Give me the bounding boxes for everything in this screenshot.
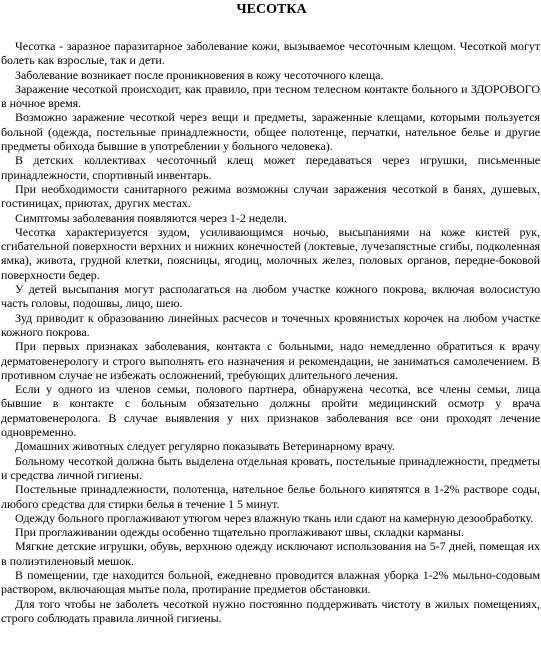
paragraph: Одежду больного проглаживают утюгом через влажную ткань или сдают на камерную дезообработку.: [15, 510, 534, 525]
paragraph: У детей высыпания могут располагаться на любом участке кожного покрова, включая волосистую часть головы, подошвы, лицо, шею.: [1, 282, 540, 311]
paragraph: Если у одного из членов семьи, полового партнера, обнаружена чесотка, все члены семьи, лица бывшие в контакте с больным обязательно должны пройти медицинский осмотр у врача дерматовенеролога. В случае выявления у них признаков заболевания все они проходят лечение одновременно.: [1, 382, 540, 440]
paragraph: В детских коллективах чесоточный клещ может передаваться через игрушки, письменные принадлежности, спортивный инвентарь.: [1, 153, 540, 182]
paragraph: Симптомы заболевания появляются через 1-2 недели.: [15, 210, 287, 225]
paragraph: При первых признаках заболевания, контакта с больными, надо немедленно обратиться к врачу дерматовенерологу и строго выполнять его назначения и рекомендации, не заниматься самолечением. В противном случае не избежать осложнений, требующих длительного лечения.: [1, 339, 540, 382]
paragraph: Домашних животных следует регулярно показывать Ветеринарному врачу.: [15, 439, 395, 454]
paragraph: При проглаживании одежды особенно тщательно проглаживают швы, складки карманы.: [15, 525, 464, 540]
document-body: [1, 39, 540, 625]
paragraph: Чесотка характеризуется зудом, усиливающимся ночью, высыпаниями на коже кистей рук, сгибательной поверхности верхних и нижних конечностей (локтевые, лучезапястные сгибы, подколенная ямка), живота, грудной клетки, поясницы, ягодиц, молочных желез, половых органов, передне-боковой поверхности бедер.: [1, 224, 540, 282]
paragraph: Больному чесоткой должна быть выделена отдельная кровать, постельные принадлежности, предметы и средства личной гигиены.: [1, 453, 540, 482]
paragraph: Зуд приводит к образованию линейных расчесов и точечных кровянистых корочек на любом участке кожного покрова.: [1, 310, 540, 339]
paragraph: Заболевание возникает после проникновения в кожу чесоточного клеща.: [15, 67, 384, 82]
paragraph: Заражение чесоткой происходит, как правило, при тесном телесном контакте больного и ЗДОРОВОГО в ночное время.: [1, 81, 540, 111]
document-title: ЧЕСОТКА: [236, 2, 307, 17]
paragraph: Мягкие детские игрушки, обувь, верхнюю одежду исключают использования на 5-7 дней, помещая их в полиэтиленовый мешок.: [1, 539, 540, 568]
paragraph: Постельные принадлежности, полотенца, нательное белье больного кипятятся в 1-2% растворе соды, любого средства для стирки белья в течение 1 5 минут.: [1, 482, 540, 511]
paragraph: Для того чтобы не заболеть чесоткой нужно постоянно поддерживать чистоту в жилых помещениях, строго соблюдать правила личной гигиены.: [1, 596, 540, 625]
paragraph: Возможно заражение чесоткой через вещи и предметы, зараженные клещами, которыми пользуется больной (одежда, постельные принадлежности, общее полотенце, перчатки, нательное белье и другие предметы обихода бывшие в употреблении у больного человека).: [1, 110, 540, 154]
paragraph: В помещении, где находится больной, ежедневно проводится влажная уборка 1-2% мыльно-содовым раствором, включающая мытье пола, протирание предметов обстановки.: [1, 567, 540, 597]
paragraph: Чесотка - заразное паразитарное заболевание кожи, вызываемое чесоточным клещом. Чесоткой могут болеть как взрослые, так и дети.: [1, 39, 540, 68]
paragraph: При необходимости санитарного режима возможны случаи заражения чесоткой в банях, душевых, гостиницах, приютах, других местах.: [1, 181, 540, 211]
